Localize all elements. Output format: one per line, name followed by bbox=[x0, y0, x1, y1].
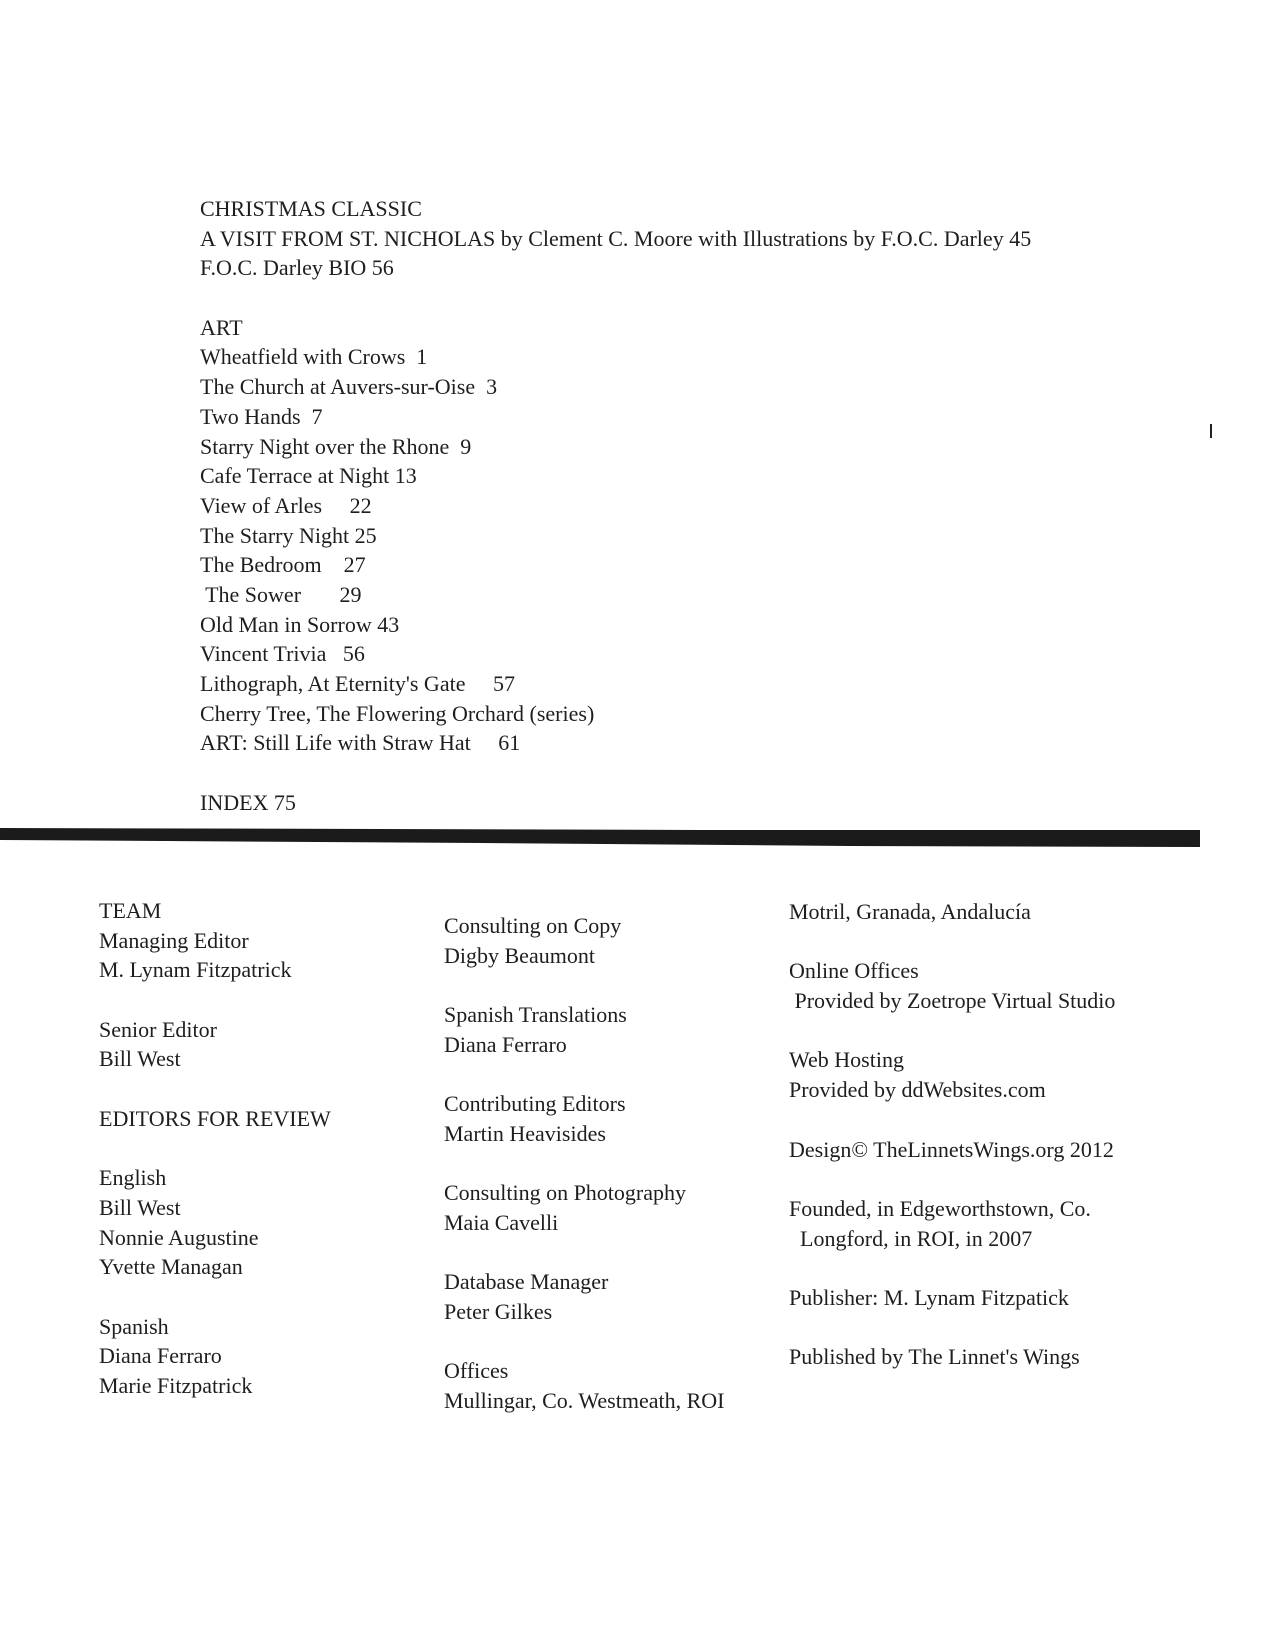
toc-entry: Vincent Trivia 56 bbox=[200, 641, 365, 667]
person-name: Maia Cavelli bbox=[444, 1209, 559, 1235]
office-address: Motril, Granada, Andalucía bbox=[789, 899, 1031, 924]
role-title: Contributing Editors bbox=[444, 1091, 626, 1117]
role-title: Online Offices bbox=[789, 958, 919, 984]
person-name: Diana Ferraro bbox=[99, 1343, 222, 1369]
toc-entry: Two Hands 7 bbox=[200, 403, 323, 429]
language-label: English bbox=[99, 1165, 167, 1191]
copyright-notice: Design© TheLinnetsWings.org 2012 bbox=[789, 1136, 1114, 1162]
role-title: Web Hosting bbox=[789, 1047, 904, 1073]
person-name: Diana Ferraro bbox=[444, 1031, 567, 1057]
person-name: Bill West bbox=[99, 1194, 181, 1220]
role-title: Consulting on Copy bbox=[444, 913, 622, 938]
person-name: Peter Gilkes bbox=[444, 1298, 553, 1324]
role-title: Senior Editor bbox=[99, 1016, 217, 1042]
editors-for-review-heading: EDITORS FOR REVIEW bbox=[99, 1105, 331, 1131]
christmas-classic-heading: CHRISTMAS CLASSIC bbox=[200, 196, 422, 221]
toc-entry: The Starry Night 25 bbox=[200, 522, 377, 548]
role-title: Offices bbox=[444, 1358, 509, 1384]
edge-mark bbox=[1210, 424, 1212, 438]
masthead-column-3 bbox=[789, 897, 1129, 1372]
toc-entry: Starry Night over the Rhone 9 bbox=[200, 433, 472, 459]
publisher-text: Publisher: M. Lynam Fitzpatick bbox=[789, 1284, 1069, 1310]
toc-entry: The Sower 29 bbox=[200, 581, 362, 607]
person-name: Digby Beaumont bbox=[444, 942, 595, 968]
toc-entry: A VISIT FROM ST. NICHOLAS by Clement C. Moore with Illustrations by F.O.C. Darley 45 bbox=[200, 225, 1032, 251]
toc-entry: Cherry Tree, The Flowering Orchard (series) bbox=[200, 700, 595, 726]
founded-text: Longford, in ROI, in 2007 bbox=[789, 1225, 1033, 1251]
person-name: M. Lynam Fitzpatrick bbox=[99, 957, 292, 983]
person-name: Nonnie Augustine bbox=[99, 1224, 259, 1250]
person-name: Yvette Managan bbox=[99, 1254, 243, 1280]
toc-entry: The Church at Auvers-sur-Oise 3 bbox=[200, 374, 498, 400]
toc-entry: Cafe Terrace at Night 13 bbox=[200, 463, 417, 489]
person-name: Marie Fitzpatrick bbox=[99, 1373, 253, 1398]
credit-text: Provided by Zoetrope Virtual Studio bbox=[789, 988, 1116, 1014]
masthead-column-1 bbox=[99, 896, 439, 1401]
masthead-column-2 bbox=[444, 911, 784, 1416]
toc-entry: The Bedroom 27 bbox=[200, 552, 366, 578]
toc-entry: Old Man in Sorrow 43 bbox=[200, 611, 400, 637]
role-title: Spanish Translations bbox=[444, 1002, 627, 1028]
toc-entry: Wheatfield with Crows 1 bbox=[200, 344, 428, 370]
art-heading: ART bbox=[200, 314, 243, 340]
office-address: Mullingar, Co. Westmeath, ROI bbox=[444, 1388, 725, 1413]
language-label: Spanish bbox=[99, 1313, 169, 1339]
index-entry: INDEX 75 bbox=[200, 789, 296, 815]
toc-entry: ART: Still Life with Straw Hat 61 bbox=[200, 730, 521, 756]
toc-entry: View of Arles 22 bbox=[200, 492, 372, 518]
role-title: Managing Editor bbox=[99, 927, 249, 953]
published-by-text: Published by The Linnet's Wings bbox=[789, 1344, 1080, 1370]
toc-entry: F.O.C. Darley BIO 56 bbox=[200, 255, 394, 281]
person-name: Martin Heavisides bbox=[444, 1120, 606, 1146]
role-title: Database Manager bbox=[444, 1269, 609, 1295]
team-heading: TEAM bbox=[99, 898, 162, 923]
credit-text: Provided by ddWebsites.com bbox=[789, 1077, 1046, 1103]
role-title: Consulting on Photography bbox=[444, 1180, 687, 1206]
toc-entry: Lithograph, At Eternity's Gate 57 bbox=[200, 671, 515, 696]
table-of-contents bbox=[200, 194, 1200, 817]
founded-text: Founded, in Edgeworthstown, Co. bbox=[789, 1195, 1091, 1221]
person-name: Bill West bbox=[99, 1046, 181, 1072]
